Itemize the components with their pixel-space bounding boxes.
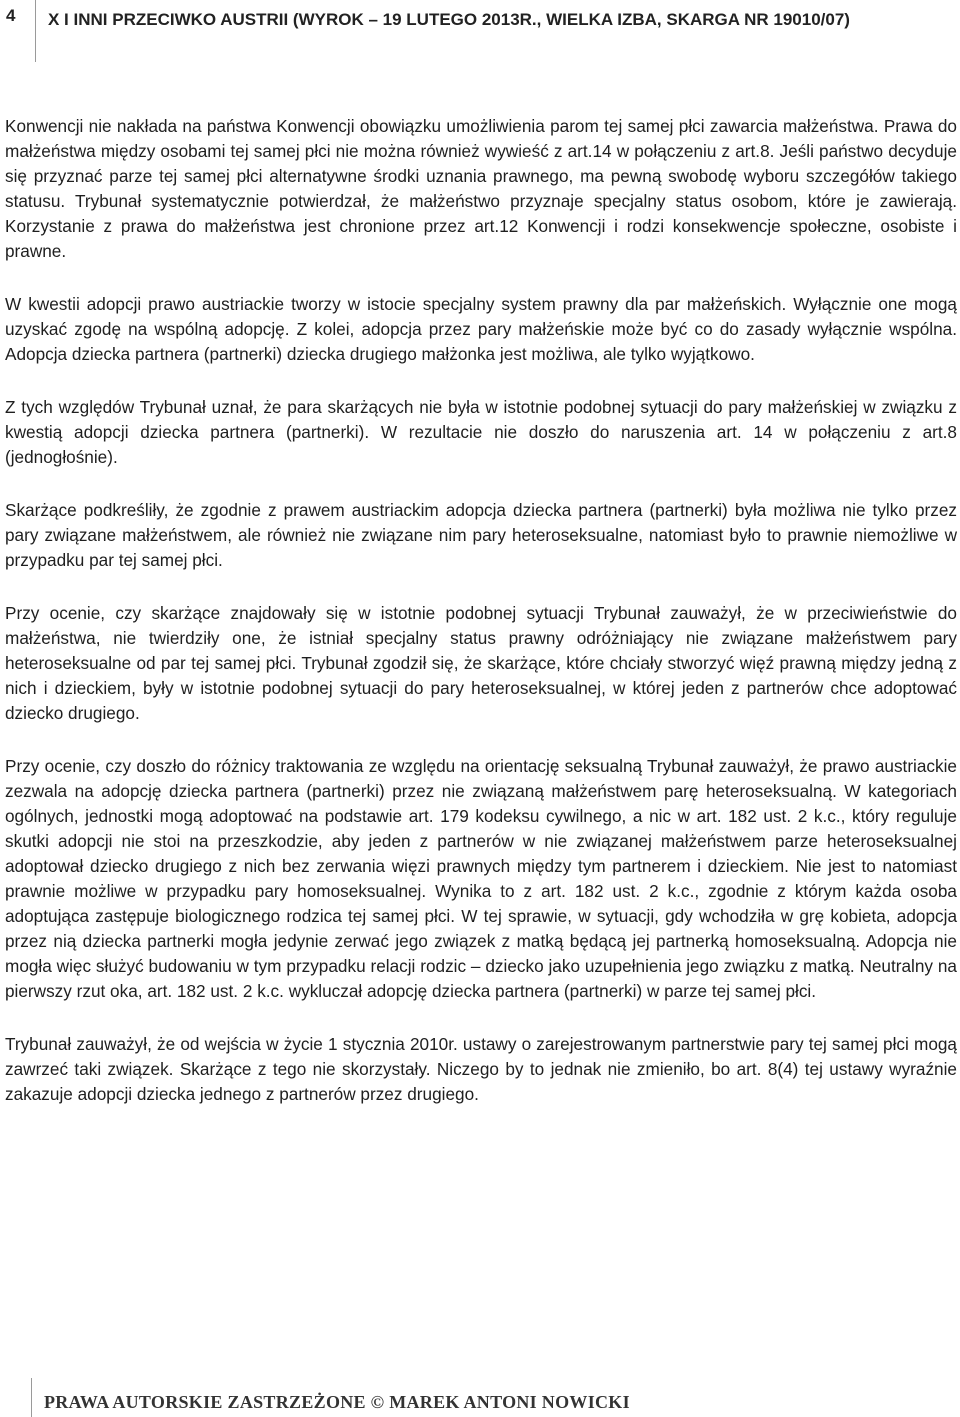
paragraph-3: Z tych względów Trybunał uznał, że para skarżących nie była w istotnie podobnej sytuacji do pary małżeńskiej w związku z kwestią adopcji dziecka partnera (partnerki). W rezultacie nie doszło do naruszenia art. 14 w połączeniu z art.8 (jednogłośnie). <box>5 397 957 467</box>
page-header <box>0 0 960 66</box>
paragraph-2: W kwestii adopcji prawo austriackie tworzy w istocie specjalny system prawny dla par małżeńskich. Wyłącznie one mogą uzyskać zgodę na wspólną adopcję. Z kolei, adopcja przez pary małżeńskie może być co do zasady wyłącznie wspólna. Adopcja dziecka partnera (partnerki) dziecka drugiego małżonka jest możliwa, ale tylko wyjątkowo. <box>5 294 957 364</box>
paragraph-7: Trybunał zauważył, że od wejścia w życie 1 stycznia 2010r. ustawy o zarejestrowanym partnerstwie pary tej samej płci mogą zawrzeć taki związek. Skarżące z tego nie skorzystały. Niczego by to jednak nie zmieniło, bo art. 8(4) tej ustawy wyraźnie zakazuje adopcji dziecka jednego z partnerów przez drugiego. <box>5 1034 957 1104</box>
page-footer <box>0 1378 960 1417</box>
footer-copyright: PRAWA AUTORSKIE ZASTRZEŻONE © MAREK ANTONI NOWICKI <box>44 1392 630 1412</box>
page-number: 4 <box>6 6 16 25</box>
paragraph-6: Przy ocenie, czy doszło do różnicy traktowania ze względu na orientację seksualną Trybunał zauważył, że prawo austriackie zezwala na adopcję dziecka partnera (partnerki) przez nie związaną małżeństwem parę heteroseksualną. W kategoriach ogólnych, jednostki mogą adoptować na podstawie art. 179 kodeksu cywilnego, a nic w art. 182 ust. 2 k.c., który reguluje skutki adopcji nie stoi na przeszkodzie, aby jeden z partnerów w nie związanej małżeństwem parze heteroseksualnej adoptował dziecko drugiego z nich bez zerwania więzi prawnych między tym partnerem i dzieckiem. Nie jest to natomiast prawnie możliwe w przypadku pary homoseksualnej. Wynika to z art. 182 ust. 2 k.c., zgodnie z którym każda osoba adoptująca zastępuje biologicznego rodzica tej samej płci. W tej sprawie, w sytuacji, gdy wchodziła w grę kobieta, adopcja przez nią dziecka partnerki mogła jedynie zerwać jego związek z matką będącą jej partnerką homoseksualną. Adopcja nie mogła więc służyć budowaniu w tym przypadku relacji rodzic – dziecko jako uzupełnienia jego związku z matką. Neutralny na pierwszy rzut oka, art. 182 ust. 2 k.c. wykluczał adopcję dziecka partnera (partnerki) w parze tej samej płci. <box>5 756 957 1001</box>
footer-divider <box>31 1378 32 1417</box>
paragraph-1: Konwencji nie nakłada na państwa Konwencji obowiązku umożliwienia parom tej samej płci zawarcia małżeństwa. Prawa do małżeństwa między osobami tej samej płci nie można również wywieść z art.14 w połączeniu z art.8. Jeśli państwo decyduje się przyznać parze tej samej płci alternatywne środki uznania prawnego, ma pewną swobodę wyboru szczegółów takiego statusu. Trybunał systematycznie potwierdzał, że małżeństwo przyznaje specjalny status osobom, które je zawierają. Korzystanie z prawa do małżeństwa jest chronione przez art.12 Konwencji i rodzi konsekwencje społeczne, osobiste i prawne. <box>5 116 957 261</box>
paragraph-4: Skarżące podkreśliły, że zgodnie z prawem austriackim adopcja dziecka partnera (partnerki) była możliwa nie tylko przez pary związane małżeństwem, ale również nie związane nim pary heteroseksualne, natomiast było to prawnie niemożliwe w przypadku par tej samej płci. <box>5 500 957 570</box>
paragraph-5: Przy ocenie, czy skarżące znajdowały się w istotnie podobnej sytuacji Trybunał zauważył, że w przeciwieństwie do małżeństwa, nie twierdziły one, że istniał specjalny status prawny odróżniający nie związane małżeństwem pary heteroseksualne od par tej samej płci. Trybunał zgodził się, że skarżące, które chciały stworzyć więź prawną między jedną z nich i dzieckiem, były w istotnie podobnej sytuacji do pary heteroseksualnej, w której jeden z partnerów chce adoptować dziecko drugiego. <box>5 603 957 723</box>
header-divider <box>35 0 36 62</box>
header-title: X I INNI PRZECIWKO AUSTRII (WYROK – 19 LUTEGO 2013R., WIELKA IZBA, SKARGA NR 19010/07) <box>48 10 850 29</box>
document-body <box>5 114 957 1135</box>
